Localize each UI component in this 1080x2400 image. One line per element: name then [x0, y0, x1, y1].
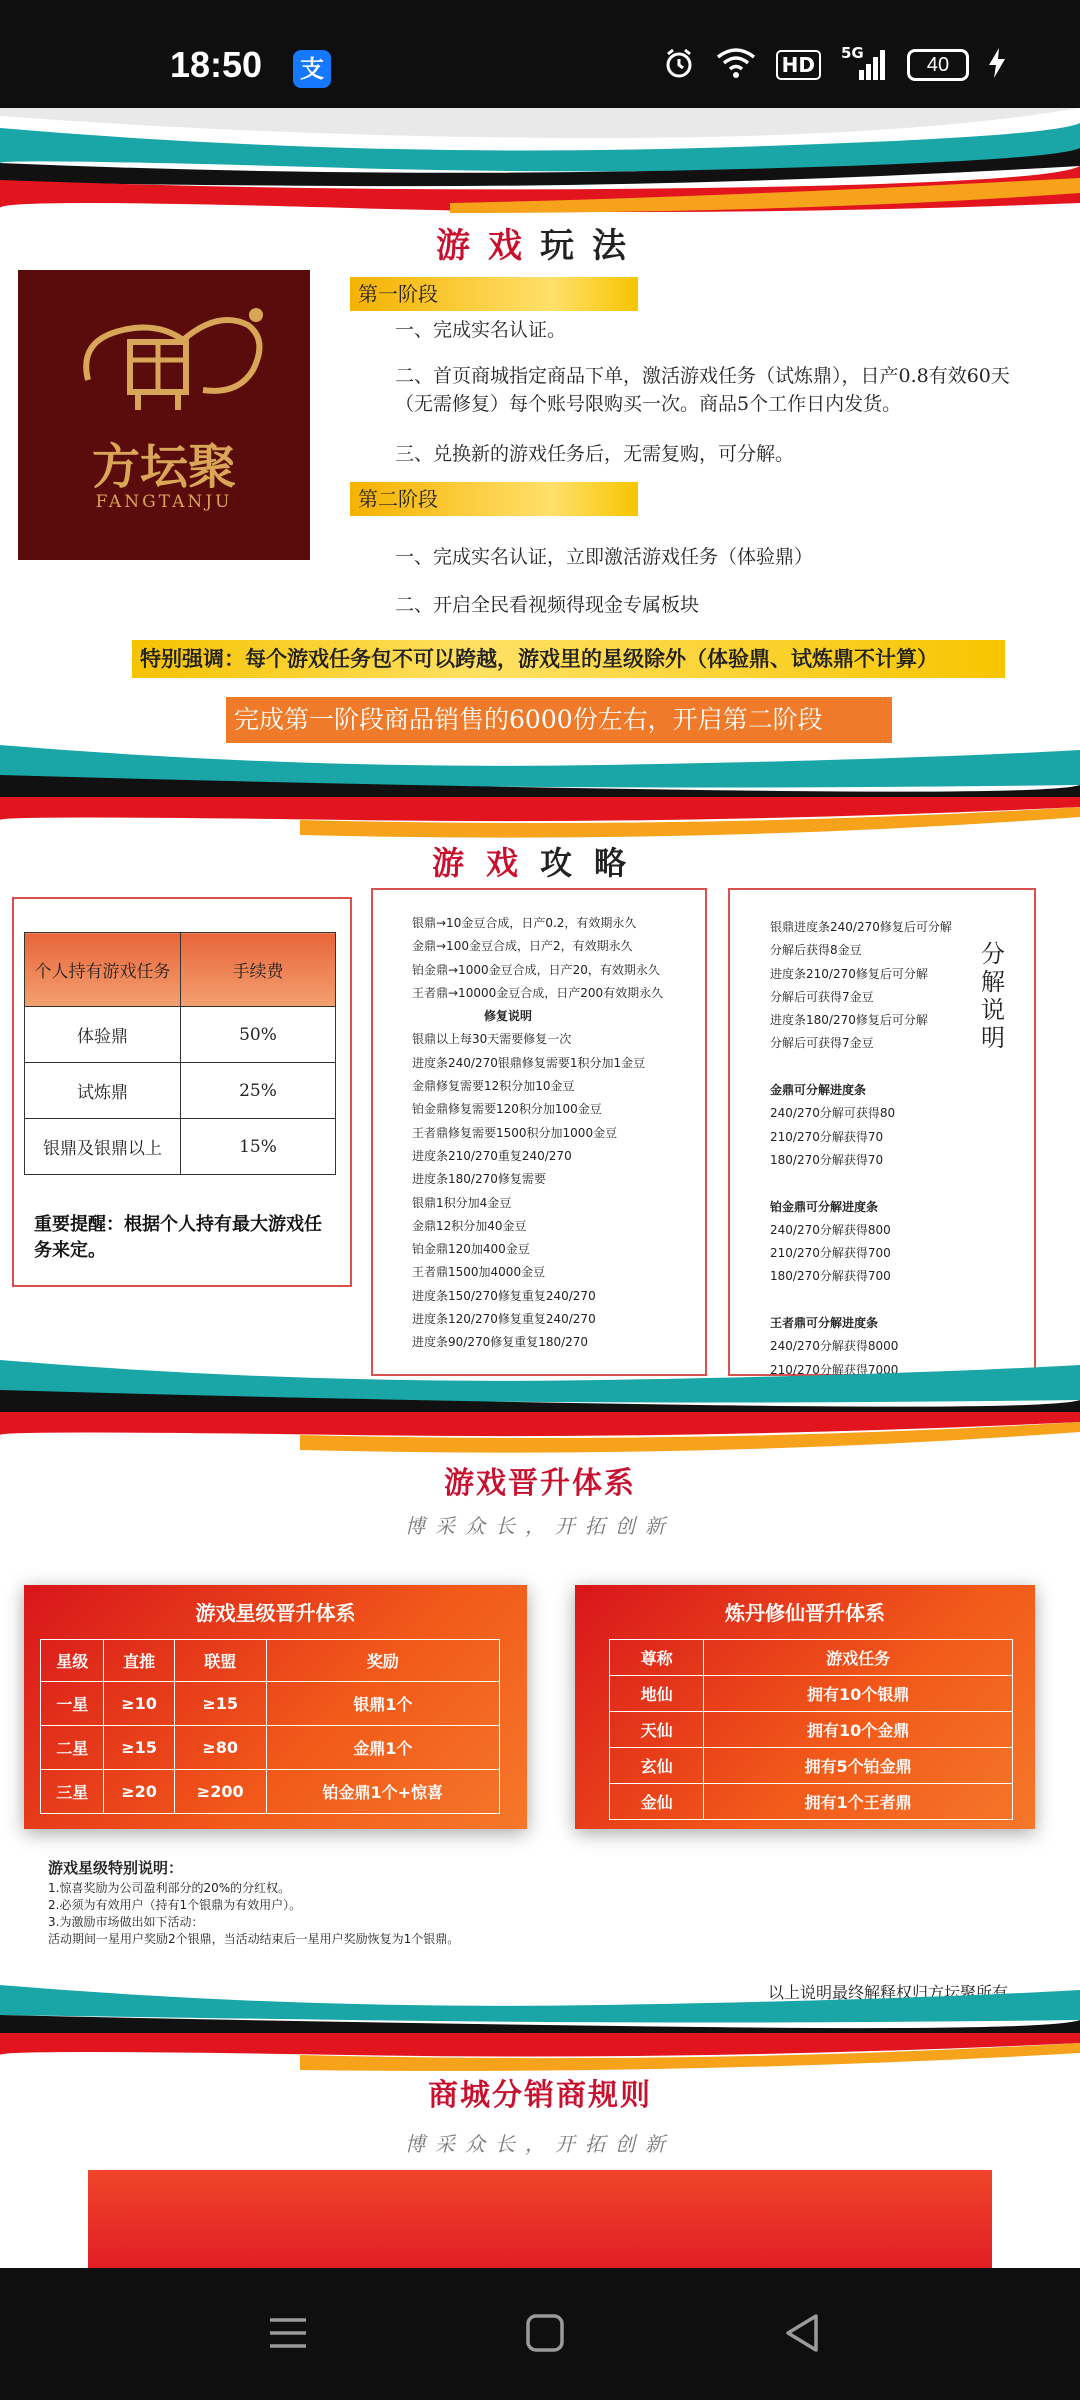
table-cell: 银鼎1个 [266, 1682, 499, 1726]
status-bar [0, 0, 1080, 108]
strategy-line: 金鼎修复需要12积分加10金豆 [412, 1079, 575, 1094]
stage1-label: 第一阶段 [350, 277, 638, 311]
phase-info-banner: 完成第一阶段商品销售的6000份左右，开启第二阶段 [226, 697, 892, 743]
decompose-line: 分解后可获得7金豆 [770, 989, 874, 1004]
table-cell: 试炼鼎 [25, 1063, 181, 1119]
strategy-line: 进度条180/270修复需要 [412, 1172, 546, 1187]
stage2-rule: 一、完成实名认证，立即激活游戏任务（体验鼎） [395, 546, 814, 568]
section-divider-wave [0, 1975, 1080, 2075]
title-char: 略 [594, 844, 649, 882]
decompose-line: 210/270分解获得700 [770, 1246, 891, 1261]
table-row [610, 1676, 1013, 1712]
decompose-line [770, 1056, 952, 1079]
recent-apps-button[interactable] [258, 2308, 318, 2358]
alipay-notification-icon: 支 [293, 50, 331, 88]
strategy-line: 进度条90/270修复重复180/270 [412, 1335, 589, 1350]
section3-slogan: 博采众长，开拓创新 [405, 1514, 675, 1538]
status-icons [662, 46, 1005, 84]
table-row [41, 1682, 500, 1726]
table-header-cell: 游戏任务 [704, 1640, 1013, 1676]
table-cell: ≥80 [174, 1726, 266, 1770]
fee-table [24, 932, 336, 1175]
decompose-line: 分解后获得8金豆 [770, 943, 862, 958]
table-cell: 拥有10个银鼎 [704, 1676, 1013, 1712]
panel-title: 炼丹修仙晋升体系 [725, 1601, 885, 1625]
strategy-line: 金鼎→100金豆合成，日产2，有效期永久 [412, 939, 633, 954]
wifi-icon [716, 47, 756, 83]
table-cell: 金仙 [610, 1784, 704, 1820]
strategy-line: 王者鼎1500加4000金豆 [412, 1265, 546, 1280]
decompose-line: 240/270分解获得800 [770, 1222, 891, 1237]
table-cell: 二星 [41, 1726, 104, 1770]
special-emphasis-banner: 特别强调：每个游戏任务包不可以跨越，游戏里的星级除外（体验鼎、试炼鼎不计算） [132, 640, 1005, 678]
star-notes [48, 1860, 459, 1948]
strategy-line: 王者鼎→10000金豆合成，日产200有效期永久 [412, 985, 664, 1000]
copyright-note: 以上说明最终解释权归方坛聚所有 [767, 1983, 1008, 2002]
table-header-row [25, 933, 336, 1007]
title-char: 法 [592, 226, 644, 266]
star-promotion-panel [24, 1585, 527, 1829]
back-button[interactable] [774, 2308, 834, 2358]
hd-voice-badge: HD [776, 50, 821, 80]
home-button[interactable] [515, 2308, 575, 2358]
stage2-rule: 二、开启全民看视频得现金专属板块 [395, 594, 700, 616]
decompose-line: 金鼎可分解进度条 [770, 1083, 867, 1098]
stage1-rule: 一、完成实名认证。 [395, 319, 567, 341]
table-cell: ≥200 [174, 1770, 266, 1814]
immortal-promotion-panel [575, 1585, 1035, 1829]
logo-text-cn: 方坛聚 [91, 439, 236, 495]
table-cell: 25% [181, 1063, 336, 1119]
note-line: 1.惊喜奖励为公司盈利部分的20%的分红权。 [48, 1881, 291, 1895]
stage2-label: 第二阶段 [350, 482, 638, 516]
decompose-line: 180/270分解获得70 [770, 1152, 884, 1167]
title-char: 游 [436, 226, 488, 266]
table-row [25, 1063, 336, 1119]
section-divider-wave [0, 745, 1080, 845]
alarm-icon [662, 46, 696, 84]
table-cell: 银鼎及银鼎以上 [25, 1119, 181, 1175]
table-cell: 体验鼎 [25, 1007, 181, 1063]
strategy-line: 王者鼎修复需要1500积分加1000金豆 [412, 1125, 618, 1140]
table-cell: 一星 [41, 1682, 104, 1726]
table-header-row [610, 1640, 1013, 1676]
brand-logo [18, 270, 310, 560]
decompose-line [770, 1289, 952, 1312]
table-cell: 玄仙 [610, 1748, 704, 1784]
strategy-line: 铂金鼎120加400金豆 [412, 1242, 530, 1257]
notes-title: 游戏星级特别说明： [48, 1859, 184, 1877]
decompose-line: 进度条210/270修复后可分解 [770, 966, 928, 981]
decompose-list [770, 916, 952, 1405]
navigation-bar [0, 2268, 1080, 2400]
table-cell: 拥有1个王者鼎 [704, 1784, 1013, 1820]
decompose-line: 240/270分解可获得80 [770, 1106, 896, 1121]
important-reminder: 重要提醒：根据个人持有最大游戏任务来定。 [34, 1214, 322, 1261]
immortal-table [609, 1639, 1013, 1820]
table-cell: 15% [181, 1119, 336, 1175]
strategy-line: 银鼎以上每30天需要修复一次 [412, 1032, 572, 1047]
strategy-line: 铂金鼎→1000金豆合成，日产20，有效期永久 [412, 962, 660, 977]
table-row [25, 1007, 336, 1063]
table-header-cell: 奖励 [266, 1640, 499, 1682]
section3-title: 游戏晋升体系 [444, 1466, 636, 1501]
decompose-line: 铂金鼎可分解进度条 [770, 1199, 879, 1214]
table-row [610, 1712, 1013, 1748]
section2-title [0, 838, 1080, 884]
decompose-title: 分解说明 [981, 940, 1005, 1052]
decompose-line: 王者鼎可分解进度条 [770, 1316, 879, 1331]
strategy-list [412, 912, 663, 1355]
title-char: 玩 [540, 226, 592, 266]
table-cell: 天仙 [610, 1712, 704, 1748]
table-cell: 拥有5个铂金鼎 [704, 1748, 1013, 1784]
strategy-line: 银鼎1积分加4金豆 [412, 1195, 512, 1210]
strategy-line: 进度条150/270修复重复240/270 [412, 1288, 596, 1303]
section1-header-wave [0, 108, 1080, 218]
table-cell: 地仙 [610, 1676, 704, 1712]
star-table [40, 1639, 500, 1814]
table-header-cell: 尊称 [610, 1640, 704, 1676]
charging-icon [989, 48, 1005, 82]
strategy-line: 银鼎→10金豆合成，日产0.2，有效期永久 [412, 916, 637, 930]
section-divider-wave [0, 1360, 1080, 1460]
title-char: 游 [431, 844, 486, 882]
decompose-line: 银鼎进度条240/270修复后可分解 [770, 920, 952, 934]
table-cell: 三星 [41, 1770, 104, 1814]
menu-icon [258, 2308, 318, 2358]
decompose-line: 180/270分解获得700 [770, 1269, 891, 1284]
decompose-line: 分解后可获得7金豆 [770, 1036, 874, 1051]
status-time: 18:50 [170, 44, 263, 85]
title-char: 攻 [540, 844, 595, 882]
table-cell: ≥15 [174, 1682, 266, 1726]
title-char: 戏 [485, 844, 540, 882]
decompose-line: 210/270分解获得70 [770, 1129, 884, 1144]
table-row [610, 1748, 1013, 1784]
stage1-rule: 三、兑换新的游戏任务后，无需复购，可分解。 [395, 443, 795, 465]
decompose-line: 240/270分解获得8000 [770, 1339, 899, 1354]
decompose-line: 进度条180/270修复后可分解 [770, 1013, 928, 1028]
table-header-cell: 星级 [41, 1640, 104, 1682]
table-header-row [41, 1640, 500, 1682]
decompose-line [770, 1172, 952, 1195]
table-cell: 50% [181, 1007, 336, 1063]
title-char: 戏 [488, 226, 540, 266]
logo-text-en: FANGTANJU [95, 492, 233, 512]
decompose-line: 210/270分解获得7000 [770, 1362, 899, 1377]
strategy-line: 进度条120/270修复重复240/270 [412, 1312, 596, 1327]
strategy-line: 金鼎12积分加40金豆 [412, 1218, 527, 1233]
table-header-cell: 个人持有游戏任务 [25, 933, 181, 1007]
table-cell: ≥15 [104, 1726, 174, 1770]
section1-title [0, 218, 1080, 267]
section4-slogan: 博采众长，开拓创新 [405, 2132, 675, 2156]
stage1-rule: 二、首页商城指定商品下单，激活游戏任务（试炼鼎），日产0.8有效60天（无需修复）每个账号限购买一次。商品5个工作日内发货。 [395, 365, 1010, 415]
table-cell: ≥20 [104, 1770, 174, 1814]
signal-icon [841, 44, 887, 82]
table-cell: 铂金鼎1个+惊喜 [266, 1770, 499, 1814]
back-icon [774, 2308, 834, 2358]
strategy-line: 进度条210/270重复240/270 [412, 1148, 572, 1163]
table-row [41, 1770, 500, 1814]
network-type-label: 5G [841, 44, 864, 62]
home-icon [515, 2308, 575, 2358]
table-cell: ≥10 [104, 1682, 174, 1726]
note-line: 2.必须为有效用户（持有1个银鼎为有效用户）。 [48, 1898, 302, 1912]
distributor-rules-block [88, 2170, 992, 2270]
note-line: 3.为激励市场做出如下活动： [48, 1915, 204, 1929]
table-header-cell: 手续费 [181, 933, 336, 1007]
panel-title: 游戏星级晋升体系 [195, 1601, 356, 1625]
table-cell: 金鼎1个 [266, 1726, 499, 1770]
table-row [41, 1726, 500, 1770]
table-cell: 拥有10个金鼎 [704, 1712, 1013, 1748]
section4-title: 商城分销商规则 [428, 2078, 652, 2113]
table-row [610, 1784, 1013, 1820]
cauldron-emblem-icon [18, 270, 310, 430]
table-header-cell: 直推 [104, 1640, 174, 1682]
table-row [25, 1119, 336, 1175]
note-line: 活动期间一星用户奖励2个银鼎，当活动结束后一星用户奖励恢复为1个银鼎。 [48, 1932, 460, 1946]
strategy-line: 铂金鼎修复需要120积分加100金豆 [412, 1102, 602, 1117]
battery-indicator: 40 [907, 49, 969, 81]
strategy-line: 进度条240/270银鼎修复需要1积分加1金豆 [412, 1055, 646, 1070]
table-header-cell: 联盟 [174, 1640, 266, 1682]
strategy-line: 修复说明 [484, 1009, 533, 1024]
